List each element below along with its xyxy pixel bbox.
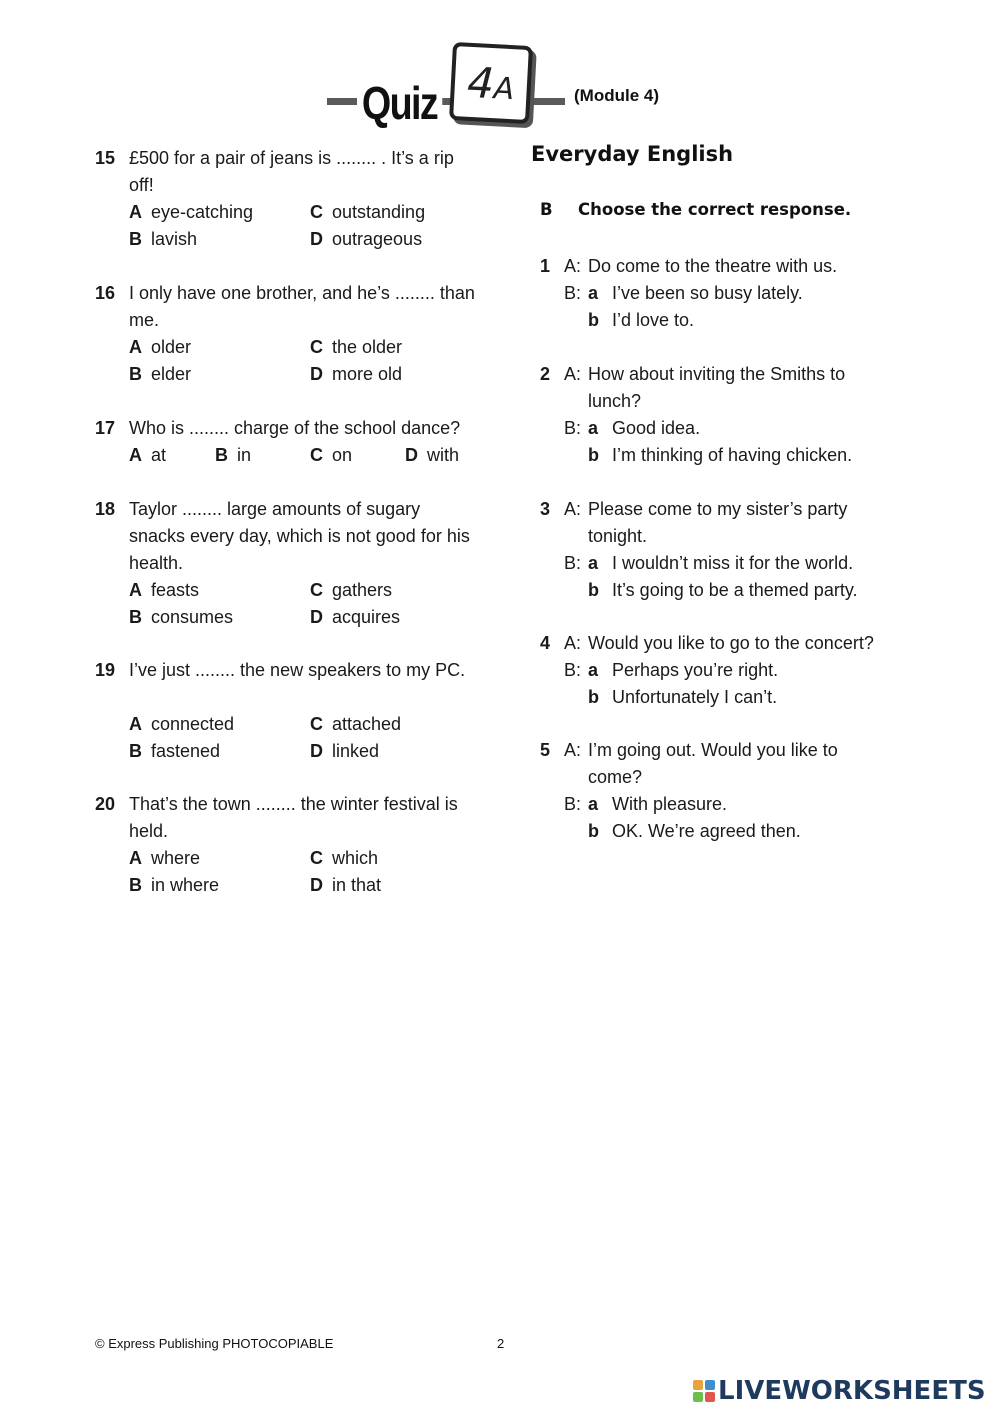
option-text: linked: [332, 741, 380, 761]
logo-square: [705, 1380, 715, 1390]
option-letter: C: [310, 848, 323, 868]
question-number: 19: [95, 660, 116, 680]
copyright-footer: © Express Publishing PHOTOCOPIABLE: [95, 1336, 334, 1351]
question-number: 20: [95, 794, 116, 814]
option-letter: C: [310, 202, 323, 222]
dialogue-b-label: B:: [564, 553, 582, 573]
dialogue-number: 2: [540, 364, 551, 384]
question-number: 15: [95, 148, 116, 168]
option-letter: A: [129, 337, 142, 357]
response-letter: a: [588, 283, 599, 303]
option[interactable]: [310, 199, 425, 226]
dialogue-prompt: Please come to my sister’s party tonight.: [588, 499, 848, 546]
option-letter: B: [129, 741, 142, 761]
dialogue-number: 1: [540, 256, 551, 276]
question-number: 17: [95, 418, 116, 438]
option[interactable]: [310, 361, 402, 388]
option-text: gathers: [332, 580, 393, 600]
response-option[interactable]: [588, 684, 777, 711]
option-letter: C: [310, 337, 323, 357]
quiz-title: Quiz: [357, 78, 442, 128]
option[interactable]: [129, 442, 166, 469]
question-text: That’s the town ........ the winter festival is held.: [129, 794, 458, 841]
option[interactable]: [310, 442, 352, 469]
dialogue-b-label: B:: [564, 418, 582, 438]
logo-square: [693, 1392, 703, 1402]
question-18: [95, 496, 475, 577]
question-number: 16: [95, 283, 116, 303]
quiz-header: [0, 30, 1000, 130]
option-text: elder: [151, 364, 192, 384]
dialogue-a-label: A:: [564, 256, 582, 276]
response-text: Good idea.: [612, 418, 701, 438]
response-letter: a: [588, 553, 599, 573]
option[interactable]: [129, 738, 220, 765]
dialogue-number: 5: [540, 740, 551, 760]
question-text: £500 for a pair of jeans is ........ . It’s a rip off!: [129, 148, 454, 195]
option[interactable]: [129, 334, 191, 361]
option-letter: A: [129, 445, 142, 465]
logo-text: LIVEWORKSHEETS: [718, 1376, 986, 1406]
logo-mark-icon: [693, 1380, 715, 1402]
response-option[interactable]: [588, 442, 852, 469]
response-option[interactable]: [588, 791, 727, 818]
option-text: eye-catching: [151, 202, 254, 222]
option-letter: B: [129, 229, 142, 249]
response-text: I wouldn’t miss it for the world.: [612, 553, 854, 573]
logo-square: [693, 1380, 703, 1390]
option[interactable]: [310, 711, 401, 738]
option-text: outstanding: [332, 202, 426, 222]
option-letter: D: [310, 875, 323, 895]
option-text: connected: [151, 714, 235, 734]
response-text: OK. We’re agreed then.: [612, 821, 801, 841]
option[interactable]: [129, 604, 233, 631]
dialogue-prompt: Do come to the theatre with us.: [588, 256, 838, 276]
option-letter: A: [129, 580, 142, 600]
option[interactable]: [310, 872, 381, 899]
option[interactable]: [215, 442, 251, 469]
response-letter: a: [588, 418, 599, 438]
response-letter: b: [588, 687, 599, 707]
option-text: in where: [151, 875, 220, 895]
response-text: I’m thinking of having chicken.: [612, 445, 853, 465]
option-text: acquires: [332, 607, 401, 627]
module-label: (Module 4): [574, 86, 659, 105]
option-letter: C: [310, 445, 323, 465]
response-letter: b: [588, 310, 599, 330]
option-letter: D: [310, 364, 323, 384]
option-text: with: [427, 445, 460, 465]
dialogue-b-label: B:: [564, 794, 582, 814]
option-letter: D: [405, 445, 418, 465]
response-letter: b: [588, 821, 599, 841]
dialogue-a-label: A:: [564, 499, 582, 519]
liveworksheets-logo[interactable]: [693, 1374, 986, 1408]
option[interactable]: [405, 442, 459, 469]
option-text: more old: [332, 364, 403, 384]
quiz-number: 4: [466, 57, 496, 108]
response-letter: b: [588, 445, 599, 465]
option[interactable]: [129, 577, 199, 604]
response-option[interactable]: [588, 657, 778, 684]
section-letter: B: [540, 200, 553, 219]
dialogue-number: 4: [540, 633, 551, 653]
question-text: I’ve just ........ the new speakers to my PC.: [129, 660, 466, 680]
response-text: It’s going to be a themed party.: [612, 580, 858, 600]
dialogue-number: 3: [540, 499, 551, 519]
option-text: feasts: [151, 580, 200, 600]
option-letter: B: [129, 364, 142, 384]
option[interactable]: [310, 334, 402, 361]
response-option[interactable]: [588, 307, 694, 334]
question-15: [95, 145, 475, 199]
option-letter: D: [310, 229, 323, 249]
option-letter: D: [310, 741, 323, 761]
option-text: fastened: [151, 741, 221, 761]
option-letter: C: [310, 580, 323, 600]
instruction-text: Choose the correct response.: [578, 200, 852, 219]
response-letter: a: [588, 660, 599, 680]
logo-square: [705, 1392, 715, 1402]
response-text: Perhaps you’re right.: [612, 660, 779, 680]
response-option[interactable]: [588, 818, 801, 845]
option-text: consumes: [151, 607, 234, 627]
question-text: I only have one brother, and he’s ........ than me.: [129, 283, 475, 330]
option[interactable]: [129, 226, 197, 253]
option[interactable]: [129, 711, 234, 738]
response-option[interactable]: [588, 550, 853, 577]
section-instruction: [540, 200, 851, 219]
question-text: Taylor ........ large amounts of sugary snacks every day, which is not good for his health.: [129, 499, 470, 573]
option-letter: A: [129, 848, 142, 868]
option-letter: B: [129, 875, 142, 895]
option[interactable]: [310, 738, 379, 765]
option-text: where: [151, 848, 201, 868]
response-option[interactable]: [588, 280, 803, 307]
option[interactable]: [129, 361, 191, 388]
option-letter: B: [215, 445, 228, 465]
response-text: With pleasure.: [612, 794, 728, 814]
dialogue-b-label: B:: [564, 283, 582, 303]
response-text: Unfortunately I can’t.: [612, 687, 778, 707]
dialogue-b-label: B:: [564, 660, 582, 680]
option[interactable]: [129, 845, 200, 872]
option-text: the older: [332, 337, 403, 357]
option[interactable]: [129, 199, 253, 226]
option[interactable]: [310, 604, 400, 631]
response-letter: b: [588, 580, 599, 600]
response-letter: a: [588, 794, 599, 814]
dialogue-a-label: A:: [564, 633, 582, 653]
option-text: at: [151, 445, 167, 465]
question-19: [95, 657, 475, 684]
option[interactable]: [310, 226, 422, 253]
question-text: Who is ........ charge of the school dance?: [129, 418, 461, 438]
question-number: 18: [95, 499, 116, 519]
option-text: which: [332, 848, 379, 868]
option-text: lavish: [151, 229, 198, 249]
option-letter: B: [129, 607, 142, 627]
dialogue-a-label: A:: [564, 364, 582, 384]
dialogue-prompt: Would you like to go to the concert?: [588, 633, 874, 653]
response-text: I’ve been so busy lately.: [612, 283, 803, 303]
page-number: 2: [497, 1336, 505, 1351]
option-text: in that: [332, 875, 382, 895]
option[interactable]: [310, 845, 378, 872]
option-letter: C: [310, 714, 323, 734]
question-20: [95, 791, 475, 845]
quiz-letter: A: [492, 70, 516, 107]
option-text: attached: [332, 714, 402, 734]
response-option[interactable]: [588, 577, 858, 604]
option-letter: D: [310, 607, 323, 627]
question-16: [95, 280, 475, 334]
option-text: outrageous: [332, 229, 423, 249]
response-option[interactable]: [588, 415, 700, 442]
dialogue-a-label: A:: [564, 740, 582, 760]
quiz-number-badge: [449, 42, 533, 124]
question-17: [95, 415, 475, 442]
option-text: in: [237, 445, 252, 465]
dialogue-prompt: I’m going out. Would you like to come?: [588, 740, 838, 787]
response-text: I’d love to.: [612, 310, 695, 330]
option[interactable]: [310, 577, 392, 604]
section-title: Everyday English: [531, 142, 734, 166]
dialogue-prompt: How about inviting the Smiths to lunch?: [588, 364, 846, 411]
option[interactable]: [129, 872, 219, 899]
option-text: older: [151, 337, 192, 357]
option-letter: A: [129, 714, 142, 734]
option-text: on: [332, 445, 353, 465]
option-letter: A: [129, 202, 142, 222]
